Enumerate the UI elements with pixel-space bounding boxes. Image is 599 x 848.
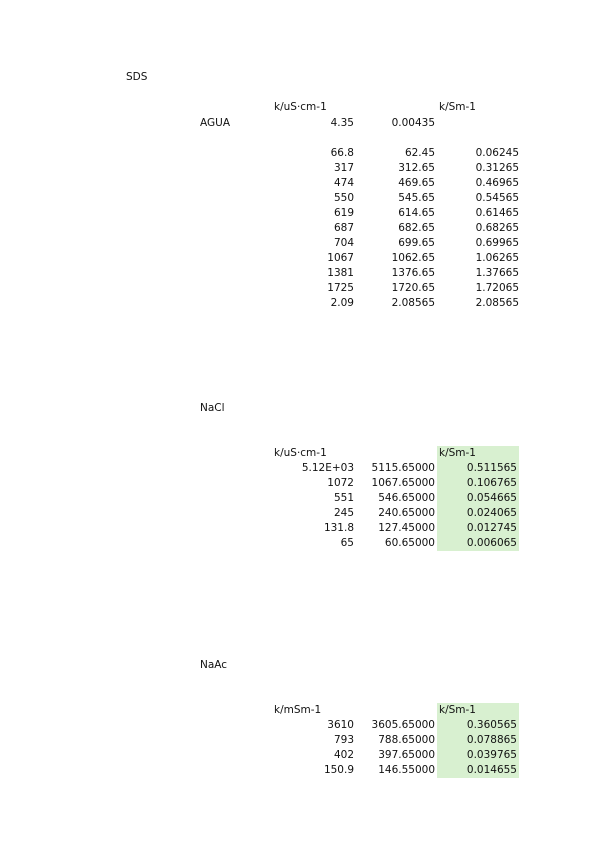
sds-cell: 545.65 [398, 192, 435, 204]
nacl-cell: 0.006065 [437, 536, 519, 551]
sds-cell: 699.65 [398, 237, 435, 249]
naac-cell: 3605.65000 [371, 719, 435, 731]
nacl-cell: 1067.65000 [371, 477, 435, 489]
sds-header-conductivity: k/uS·cm-1 [274, 101, 327, 113]
sds-cell: 1062.65 [391, 252, 435, 264]
sds-cell: 1720.65 [391, 282, 435, 294]
nacl-cell: 127.45000 [378, 522, 435, 534]
sds-cell: 0.54565 [475, 192, 519, 204]
naac-cell: 788.65000 [378, 734, 435, 746]
nacl-cell: 0.106765 [437, 476, 519, 491]
sds-cell: 550 [333, 192, 354, 204]
sds-cell: 1067 [327, 252, 354, 264]
sds-cell: 619 [333, 207, 354, 219]
sds-cell: 2.09 [330, 297, 354, 309]
sds-cell: 1.06265 [475, 252, 519, 264]
sds-cell: 2.08565 [475, 297, 519, 309]
nacl-cell: 60.65000 [384, 537, 435, 549]
nacl-cell: 0.012745 [437, 521, 519, 536]
sds-cell: 2.08565 [391, 297, 435, 309]
sds-cell: 0.31265 [475, 162, 519, 174]
sds-cell: 1.37665 [475, 267, 519, 279]
sds-cell: 317 [333, 162, 354, 174]
sds-agua-value: 4.35 [330, 117, 354, 129]
naac-cell: 397.65000 [378, 749, 435, 761]
naac-cell: 0.360565 [437, 718, 519, 733]
sds-cell: 1376.65 [391, 267, 435, 279]
sds-cell: 614.65 [398, 207, 435, 219]
sds-cell: 682.65 [398, 222, 435, 234]
nacl-cell: 551 [333, 492, 354, 504]
naac-header-conductivity: k/mSm-1 [274, 704, 322, 716]
nacl-cell: 0.024065 [437, 506, 519, 521]
nacl-cell: 131.8 [323, 522, 354, 534]
naac-cell: 150.9 [323, 764, 354, 776]
sds-cell: 0.69965 [475, 237, 519, 249]
nacl-cell: 0.511565 [437, 461, 519, 476]
sds-agua-corrected: 0.00435 [391, 117, 435, 129]
sds-cell: 1.72065 [475, 282, 519, 294]
sds-agua-label: AGUA [200, 117, 231, 129]
naac-title: NaAc [200, 659, 228, 671]
naac-cell: 0.014655 [437, 763, 519, 778]
sds-cell: 469.65 [398, 177, 435, 189]
sds-cell: 1725 [327, 282, 354, 294]
nacl-cell: 546.65000 [378, 492, 435, 504]
sds-cell: 66.8 [330, 147, 354, 159]
sds-cell: 62.45 [404, 147, 435, 159]
nacl-cell: 240.65000 [378, 507, 435, 519]
sds-header-sm: k/Sm-1 [439, 101, 476, 113]
naac-cell: 793 [333, 734, 354, 746]
naac-cell: 3610 [327, 719, 354, 731]
naac-header-sm: k/Sm-1 [437, 703, 519, 718]
naac-cell: 0.039765 [437, 748, 519, 763]
sds-cell: 687 [333, 222, 354, 234]
sds-cell: 1381 [327, 267, 354, 279]
nacl-cell: 5115.65000 [371, 462, 435, 474]
sds-cell: 0.46965 [475, 177, 519, 189]
sds-title: SDS [126, 71, 148, 83]
nacl-cell: 245 [333, 507, 354, 519]
nacl-title: NaCl [200, 402, 225, 414]
naac-cell: 146.55000 [378, 764, 435, 776]
sds-cell: 704 [333, 237, 354, 249]
nacl-header-sm: k/Sm-1 [437, 446, 519, 461]
sds-cell: 474 [333, 177, 354, 189]
naac-cell: 402 [333, 749, 354, 761]
nacl-cell: 1072 [327, 477, 354, 489]
sds-cell: 0.68265 [475, 222, 519, 234]
nacl-cell: 65 [340, 537, 354, 549]
naac-cell: 0.078865 [437, 733, 519, 748]
sds-cell: 312.65 [398, 162, 435, 174]
sds-cell: 0.61465 [475, 207, 519, 219]
sds-cell: 0.06245 [475, 147, 519, 159]
nacl-header-conductivity: k/uS·cm-1 [274, 447, 327, 459]
nacl-cell: 5.12E+03 [301, 462, 354, 474]
nacl-cell: 0.054665 [437, 491, 519, 506]
